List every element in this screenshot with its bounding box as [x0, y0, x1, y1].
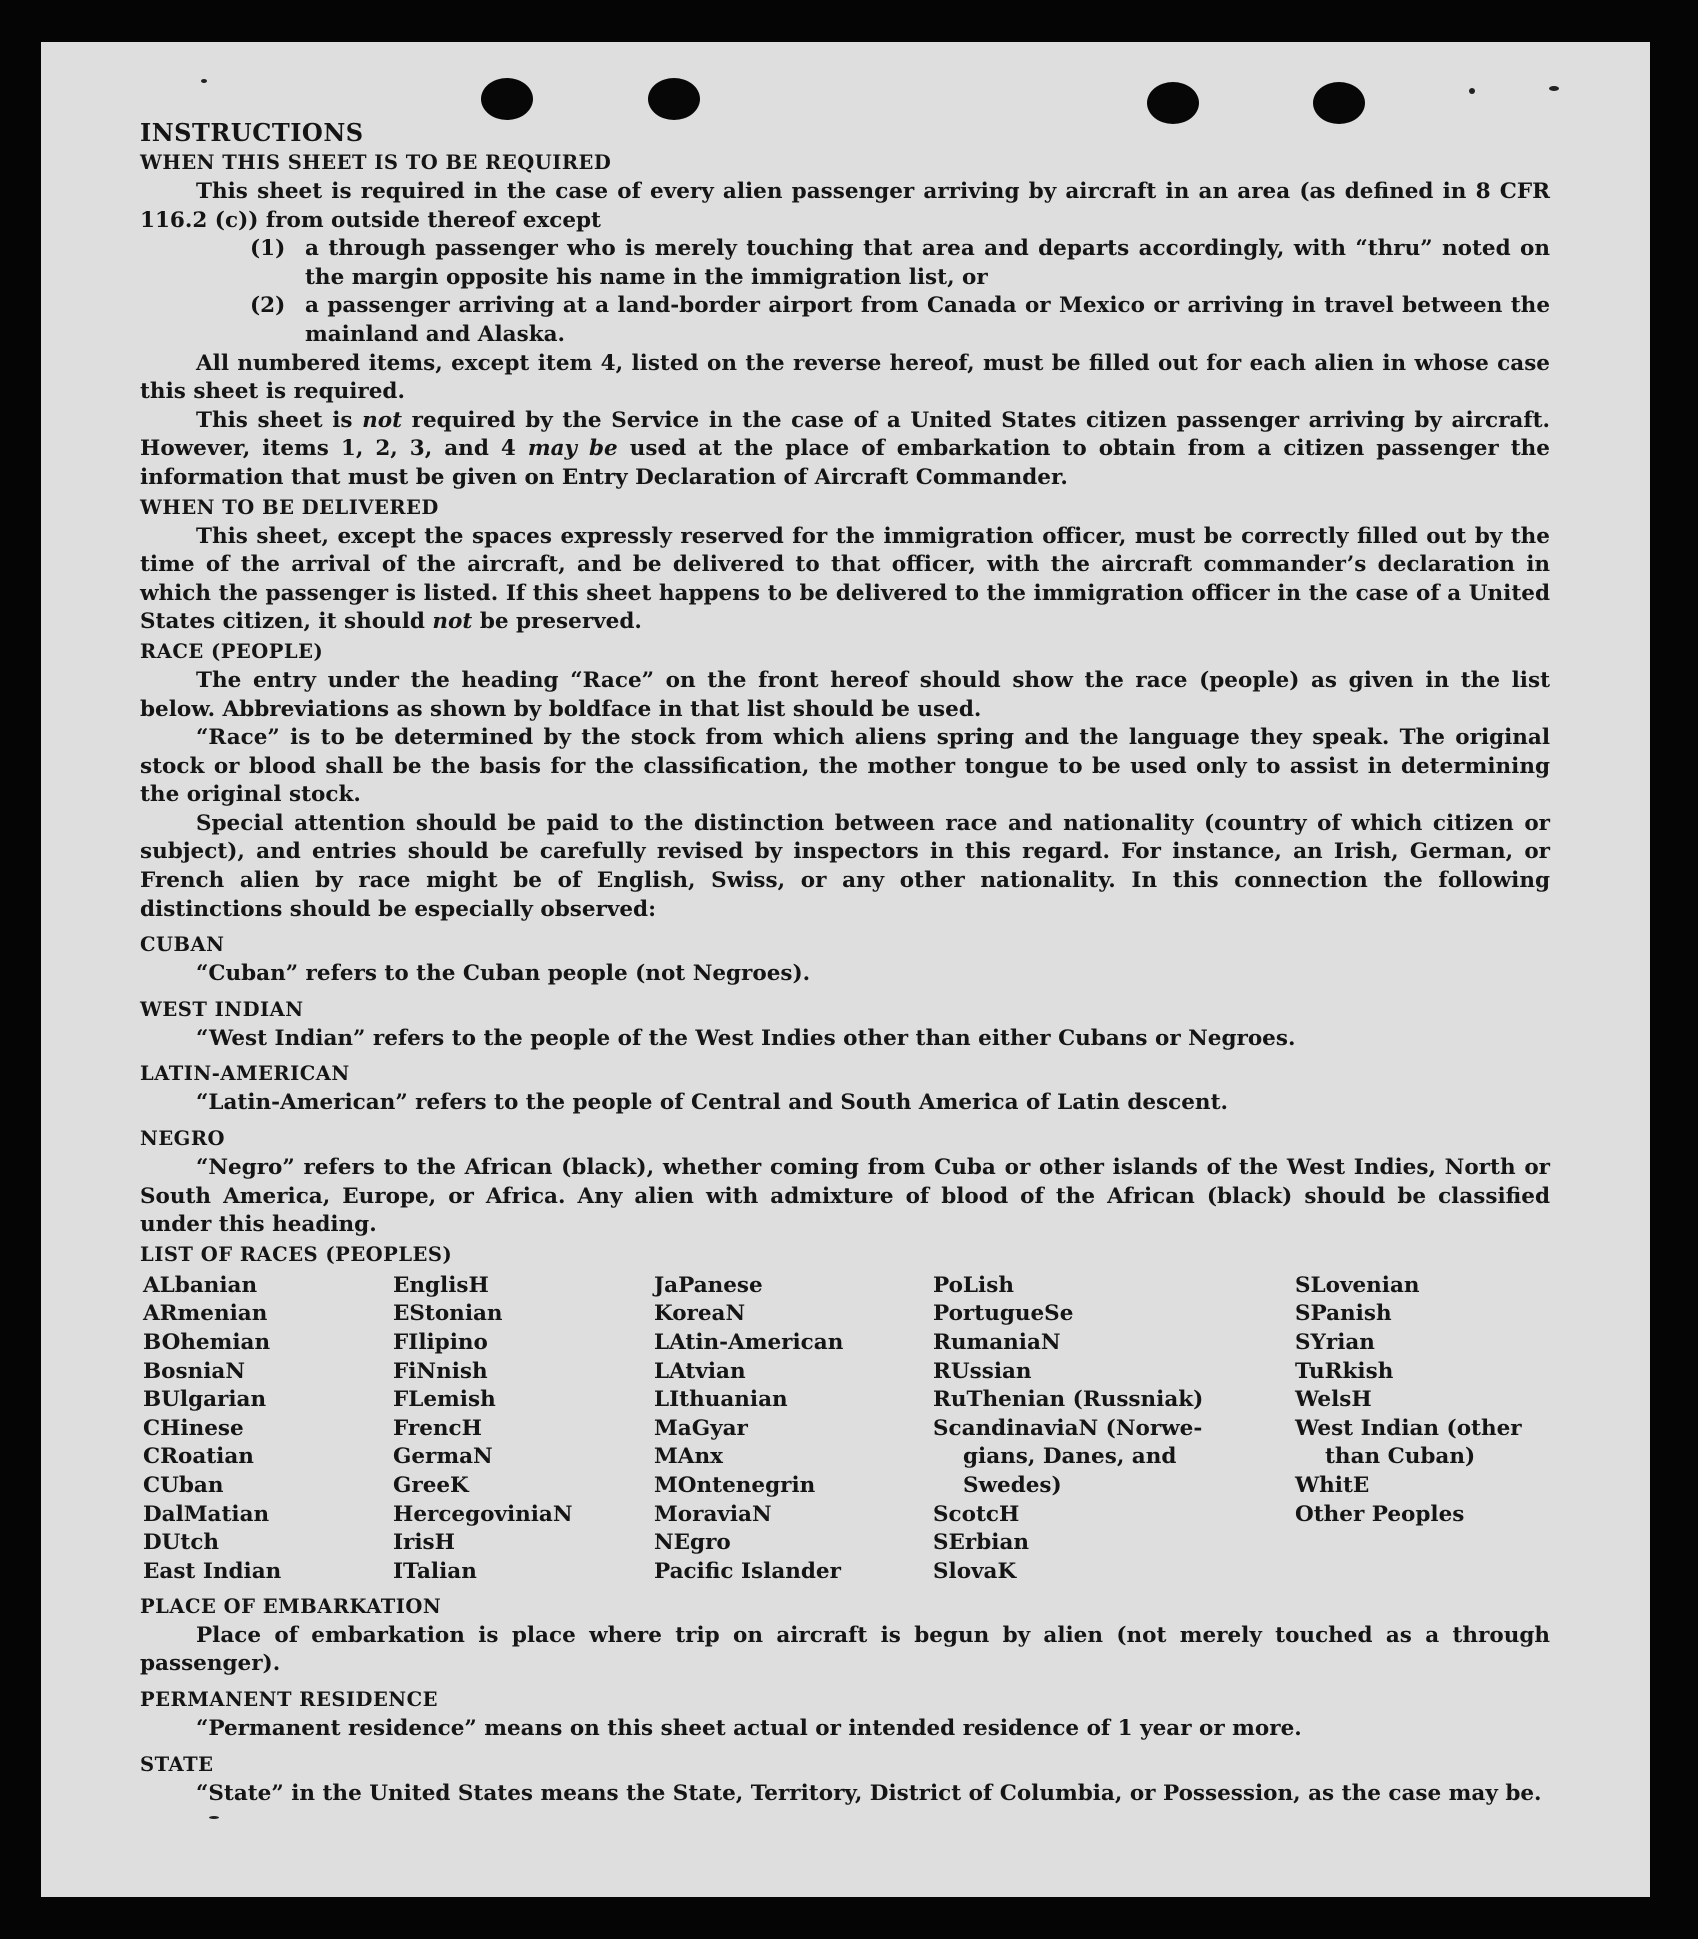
cuban-definition: “Cuban” refers to the Cuban people (not Negroes). — [196, 961, 811, 987]
heading-cuban: CUBAN — [140, 933, 225, 957]
race-list-item: Pacific Islander — [654, 1558, 841, 1584]
races-column-1 — [143, 1272, 373, 1587]
race-list-item: LAtvian — [654, 1358, 746, 1384]
negro-definition: “Negro” refers to the African (black), whether coming from Cuba or other islands of the West Indies, North or South America, Europe, or Africa. Any alien with admixture of blood of the African (black) should be classified under this heading. — [140, 1155, 1550, 1238]
speck-mark — [1549, 86, 1559, 91]
race-list-item: LAtin-American — [654, 1330, 844, 1355]
punch-hole — [481, 78, 533, 120]
exception-text: a through passenger who is merely touching that area and departs accordingly, with “thru” noted on the margin opposite his name in the immigration list, or — [305, 236, 1550, 290]
race-list-item: BUlgarian — [143, 1387, 267, 1413]
exception-text: a passenger arriving at a land-border airport from Canada or Mexico or arriving in travel between the mainland and Alaska. — [305, 293, 1550, 347]
race-list-item: Other Peoples — [1295, 1501, 1465, 1527]
speck-mark — [1469, 88, 1475, 94]
race-list-item: RumaniaN — [933, 1330, 1061, 1355]
punch-hole — [648, 78, 700, 120]
race-list-item: MoraviaN — [654, 1501, 772, 1527]
heading-race: RACE (PEOPLE) — [140, 639, 324, 663]
race-list-item: WelsH — [1295, 1387, 1372, 1413]
citizen-paragraph: This sheet is not required by the Service in the case of a United States citizen passenger arriving by aircraft. However, items 1, 2, 3, and 4 may be used at the place of embarkation to obtain from a citizen passenger the information that must be given on Entry Declaration of Aircraft Commander. — [140, 407, 1550, 490]
speck-mark — [209, 1816, 219, 1819]
race-list-item: GermaN — [393, 1444, 493, 1470]
embarkation-definition: Place of embarkation is place where trip on aircraft is begun by alien (not merely touched as a through passenger). — [140, 1622, 1550, 1677]
race-list-item: LIthuanian — [654, 1387, 788, 1413]
race-list-item: KoreaN — [654, 1301, 746, 1327]
west-indian-definition: “West Indian” refers to the people of the West Indies other than either Cubans or Negroes. — [196, 1025, 1296, 1051]
race-list-item: MOntenegrin — [654, 1472, 816, 1498]
heading-when-delivered: WHEN TO BE DELIVERED — [140, 495, 439, 519]
race-list-item: MAnx — [654, 1444, 723, 1470]
race-list-item: NEgro — [654, 1530, 731, 1556]
races-column-2 — [393, 1272, 633, 1587]
race-list-item: MaGyar — [654, 1415, 748, 1441]
exception-number: (2) — [250, 293, 286, 319]
delivery-paragraph: This sheet, except the spaces expressly reserved for the immigration officer, must be correctly filled out by the time of the arrival of the aircraft, and be delivered to that officer, with the aircraft commander’s declaration in which the passenger is listed. If this sheet happens to be delivered to the immigration officer in the case of a United States citizen, it should not be preserved. — [140, 523, 1550, 635]
race-list-item: BosniaN — [143, 1358, 245, 1384]
race-list-item: RuThenian (Russniak) — [933, 1387, 1204, 1413]
races-column-4 — [933, 1272, 1223, 1587]
exception-item — [250, 235, 1550, 292]
instructions-content — [140, 118, 1550, 1808]
heading-latin-american: LATIN-AMERICAN — [140, 1062, 350, 1086]
heading-state: STATE — [140, 1752, 214, 1776]
race-list-item: West Indian (other — [1295, 1415, 1522, 1441]
race-list-item: ARmenian — [143, 1301, 268, 1327]
race-list-item: GreeK — [393, 1472, 469, 1498]
race-list-item: BOhemian — [143, 1330, 271, 1355]
state-definition: “State” in the United States means the State, Territory, District of Columbia, or Possession, as the case may be. — [196, 1780, 1542, 1806]
race-list-item: FLemish — [393, 1387, 496, 1413]
race-list-item: PoLish — [933, 1272, 1014, 1298]
race-list-item: WhitE — [1295, 1472, 1370, 1498]
when-required-intro: This sheet is required in the case of every alien passenger arriving by aircraft in an area (as defined in 8 CFR 116.2 (c)) from outside thereof except — [140, 179, 1550, 233]
race-list-item: gians, Danes, and — [963, 1444, 1177, 1470]
race-list-item: ScandinaviaN (Norwe- — [933, 1415, 1203, 1441]
exception-item — [250, 292, 1550, 349]
race-list-item: DUtch — [143, 1530, 220, 1556]
race-list-item: RUssian — [933, 1358, 1032, 1384]
race-list-item: SlovaK — [933, 1558, 1017, 1584]
heading-embarkation: PLACE OF EMBARKATION — [140, 1594, 442, 1618]
race-list-item: HercegoviniaN — [393, 1501, 573, 1527]
page-title: INSTRUCTIONS — [140, 118, 364, 147]
race-list-item: East Indian — [143, 1558, 282, 1584]
exception-number: (1) — [250, 236, 286, 262]
race-list-item: CUban — [143, 1472, 224, 1498]
race-list-item: PortugueSe — [933, 1301, 1074, 1327]
race-list-item: SYrian — [1295, 1330, 1375, 1355]
race-list-item: TuRkish — [1295, 1358, 1394, 1384]
race-list-item: EnglisH — [393, 1272, 489, 1298]
race-list-item: JaPanese — [654, 1272, 763, 1298]
race-list-item: SErbian — [933, 1530, 1030, 1556]
heading-permanent-residence: PERMANENT RESIDENCE — [140, 1688, 439, 1711]
residence-definition: “Permanent residence” means on this sheet actual or intended residence of 1 year or more. — [196, 1716, 1302, 1741]
race-list-item: CHinese — [143, 1415, 244, 1441]
races-list — [140, 1272, 1550, 1592]
race-list-item: Swedes) — [963, 1472, 1062, 1498]
race-list-item: FrencH — [393, 1415, 482, 1441]
numbered-items-paragraph: All numbered items, except item 4, listed on the reverse hereof, must be filled out for each alien in whose case this sheet is required. — [140, 350, 1550, 405]
races-column-3 — [654, 1272, 914, 1587]
races-column-5 — [1295, 1272, 1550, 1529]
race-list-item: SLovenian — [1295, 1272, 1420, 1298]
race-list-item: ITalian — [393, 1558, 477, 1584]
race-list-item: FIlipino — [393, 1330, 488, 1355]
race-paragraph-3: Special attention should be paid to the distinction between race and nationality (country of which citizen or subject), and entries should be carefully revised by inspectors in this regard. For instance, an Irish, German, or French alien by race might be of English, Swiss, or any other nationality. In this connection the following distinctions should be especially observed: — [140, 810, 1550, 922]
race-list-item: than Cuban) — [1325, 1444, 1476, 1470]
race-list-item: FiNnish — [393, 1358, 488, 1384]
heading-negro: NEGRO — [140, 1127, 226, 1151]
latin-american-definition: “Latin-American” refers to the people of Central and South America of Latin descent. — [196, 1090, 1228, 1116]
speck-mark — [201, 79, 207, 83]
race-paragraph-1: The entry under the heading “Race” on the front hereof should show the race (people) as given in the list below. Abbreviations as shown by boldface in that list should be used. — [140, 667, 1550, 722]
race-list-item: IrisH — [393, 1530, 455, 1556]
race-list-item: CRoatian — [143, 1444, 254, 1470]
race-list-item: ScotcH — [933, 1501, 1020, 1527]
heading-when-required: WHEN THIS SHEET IS TO BE REQUIRED — [140, 151, 612, 174]
race-list-item: DalMatian — [143, 1501, 270, 1527]
race-list-item: SPanish — [1295, 1301, 1392, 1327]
race-paragraph-2: “Race” is to be determined by the stock from which aliens spring and the language they speak. The original stock or blood shall be the basis for the classification, the mother tongue to be used only to assist in determining the original stock. — [140, 725, 1550, 808]
heading-west-indian: WEST INDIAN — [140, 997, 304, 1021]
race-list-item: ALbanian — [143, 1272, 258, 1298]
heading-list-of-races: LIST OF RACES (PEOPLES) — [140, 1242, 453, 1266]
race-list-item: EStonian — [393, 1301, 503, 1327]
